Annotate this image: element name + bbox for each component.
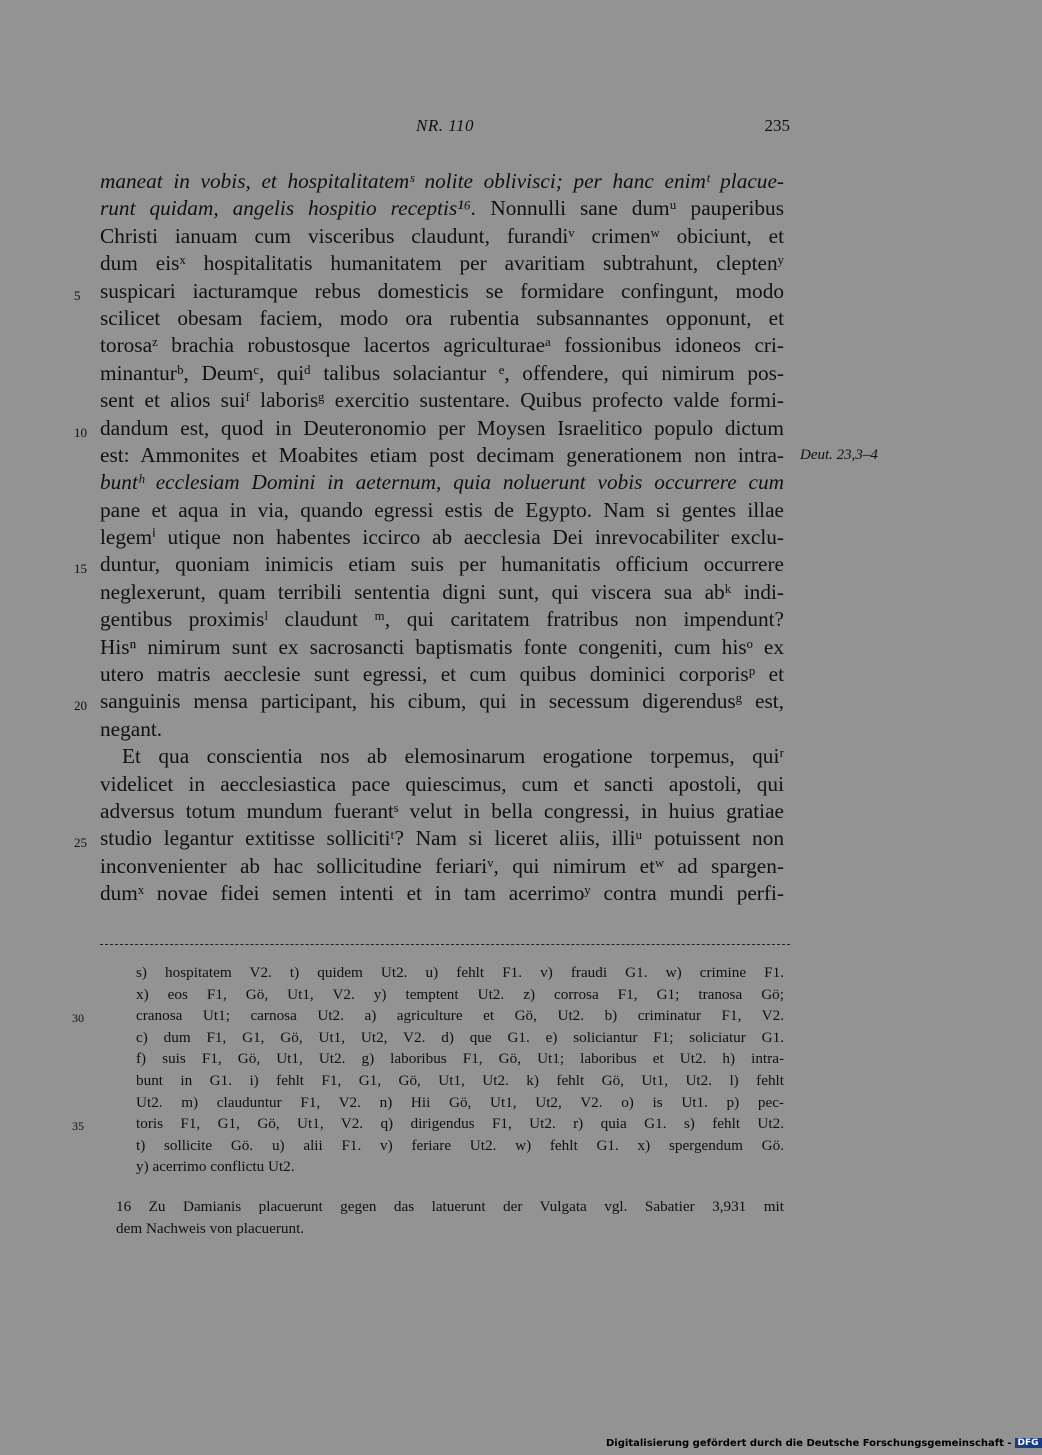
apparatus-line: t) sollicite Gö. u) alii F1. v) feriare Ut2. w) fehlt G1. x) spergendum Gö. bbox=[136, 1136, 784, 1154]
text-line: Hisⁿ nimirum sunt ex sacrosancti baptismatis fonte congeniti, cum hisᵒ ex bbox=[100, 634, 784, 659]
text-line: buntʰ ecclesiam Domini in aeternum, quia noluerunt vobis occurrere cum bbox=[100, 470, 784, 495]
dfg-logo: DFG bbox=[1015, 1438, 1042, 1448]
line-number: 5 bbox=[74, 287, 81, 303]
critical-apparatus bbox=[72, 962, 784, 1178]
text-line: adversus totum mundum fuerantˢ velut in bella congressi, in huius gratiae bbox=[100, 798, 784, 823]
text-line: dum eisˣ hospitalitatis humanitatem per avaritiam subtrahunt, cleptenʸ bbox=[100, 251, 784, 276]
text-line: dumˣ novae fidei semen intenti et in tam acerrimoʸ contra mundi perfi- bbox=[100, 881, 784, 906]
text-line: 5 suspicari iacturamque rebus domesticis se formidare confingunt, modo bbox=[100, 278, 784, 305]
line-number: 20 bbox=[74, 698, 87, 714]
text-line: Et qua conscientia nos ab elemosinarum erogatione torpemus, quiʳ bbox=[122, 744, 784, 769]
text-line: legemⁱ utique non habentes iccirco ab aecclesia Dei inrevocabiliter exclu- bbox=[100, 525, 784, 550]
footnote-16 bbox=[116, 1196, 784, 1239]
text-line: est: Ammonites et Moabites etiam post decimam generationem non intra- Deut. 23,3–4 bbox=[100, 442, 784, 469]
text-line: runt quidam, angelis hospitio receptis¹⁶. Nonnulli sane dumᵘ pauperibus bbox=[100, 196, 784, 221]
apparatus-line: x) eos F1, Gö, Ut1, V2. y) temptent Ut2. z) corrosa F1, G1; tranosa Gö; bbox=[136, 985, 784, 1003]
text-line: pane et aqua in via, quando egressi estis de Egypto. Nam si gentes illae bbox=[100, 497, 784, 522]
line-number: 10 bbox=[74, 424, 87, 440]
text-line: torosaᶻ brachia robustosque lacertos agriculturaeᵃ fossionibus idoneos cri- bbox=[100, 333, 784, 358]
text-line: sent et alios suiᶠ laborisᵍ exercitio sustentare. Quibus profecto valde formi- bbox=[100, 388, 784, 413]
text-line: Christi ianuam cum visceribus claudunt, furandiᵛ crimenʷ obiciunt, et bbox=[100, 223, 784, 248]
apparatus-line: y) acerrimo conflictu Ut2. bbox=[136, 1158, 295, 1176]
apparatus-line: Ut2. m) clauduntur F1, V2. n) Hii Gö, Ut1, Ut2, V2. o) is Ut1. p) pec- bbox=[136, 1093, 784, 1111]
text-line: 20 sanguinis mensa participant, his cibum, qui in secessum digerendusᵍ est, bbox=[100, 688, 784, 715]
main-text bbox=[74, 168, 878, 908]
apparatus-line: f) suis F1, Gö, Ut1, Ut2. g) laboribus F1, Gö, Ut1; laboribus et Ut2. h) intra- bbox=[136, 1050, 784, 1068]
apparatus-line: c) dum F1, G1, Gö, Ut1, Ut2, V2. d) que G1. e) soliciantur F1; soliciatur G1. bbox=[136, 1028, 784, 1046]
apparatus-line: 30 cranosa Ut1; carnosa Ut2. a) agriculture et Gö, Ut2. b) criminatur F1, V2. bbox=[136, 1005, 784, 1027]
footnote-line: 16 Zu Damianis placuerunt gegen das latuerunt der Vulgata vgl. Sabatier 3,931 mit bbox=[116, 1198, 784, 1215]
text-line: neglexerunt, quam terribili sententia digni sunt, qui viscera sua abᵏ indi- bbox=[100, 579, 784, 604]
text-line: 10 dandum est, quod in Deuteronomio per Moysen Israelitico populo dictum bbox=[100, 415, 784, 442]
footnote-divider bbox=[100, 944, 790, 945]
apparatus-line: bunt in G1. i) fehlt F1, G1, Gö, Ut1, Ut2. k) fehlt Gö, Ut1, Ut2. l) fehlt bbox=[136, 1071, 784, 1089]
line-number: 30 bbox=[72, 1011, 84, 1026]
text-line: 25 studio legantur extitisse sollicitiᵗ? Nam si liceret aliis, illiᵘ potuissent non bbox=[100, 825, 784, 852]
apparatus-line: s) hospitatem V2. t) quidem Ut2. u) fehlt F1. v) fraudi G1. w) crimine F1. bbox=[136, 964, 784, 981]
text-line: minanturᵇ, Deumᶜ, quiᵈ talibus solaciantur ᵉ, offendere, qui nimirum pos- bbox=[100, 360, 784, 385]
text-line: gentibus proximisˡ claudunt ᵐ, qui caritatem fratribus non impendunt? bbox=[100, 607, 784, 632]
footnote-line: dem Nachweis von placuerunt. bbox=[116, 1219, 305, 1237]
margin-reference: Deut. 23,3–4 bbox=[800, 446, 878, 463]
running-header bbox=[100, 116, 790, 140]
line-number: 25 bbox=[74, 835, 87, 851]
text-line: scilicet obesam faciem, modo ora rubentia subsannantes opponunt, et bbox=[100, 305, 784, 330]
page-number: 235 bbox=[764, 116, 790, 135]
text-line: maneat in vobis, et hospitalitatemˢ nolite oblivisci; per hanc enimᵗ placue- bbox=[100, 169, 784, 193]
text-line: 15 duntur, quoniam inimicis etiam suis per humanitatis officium occurrere bbox=[100, 551, 784, 578]
text-line: videlicet in aecclesiastica pace quiescimus, cum et sancti apostoli, qui bbox=[100, 771, 784, 796]
text-line: negant. bbox=[100, 716, 163, 741]
running-title: NR. 110 bbox=[416, 116, 474, 135]
dfg-credit-text: Digitalisierung gefördert durch die Deutsche Forschungsgemeinschaft - bbox=[606, 1438, 1012, 1449]
dfg-credit bbox=[606, 1438, 1042, 1449]
apparatus-line: 35 toris F1, G1, Gö, Ut1, V2. q) dirigendus F1, Ut2. r) quia G1. s) fehlt Ut2. bbox=[136, 1113, 784, 1135]
line-number: 35 bbox=[72, 1119, 84, 1134]
line-number: 15 bbox=[74, 561, 87, 577]
text-line: inconvenienter ab hac sollicitudine feriariᵛ, qui nimirum etʷ ad spargen- bbox=[100, 853, 784, 878]
text-line: utero matris aecclesie sunt egressi, et cum quibus dominici corporisᵖ et bbox=[100, 662, 784, 687]
